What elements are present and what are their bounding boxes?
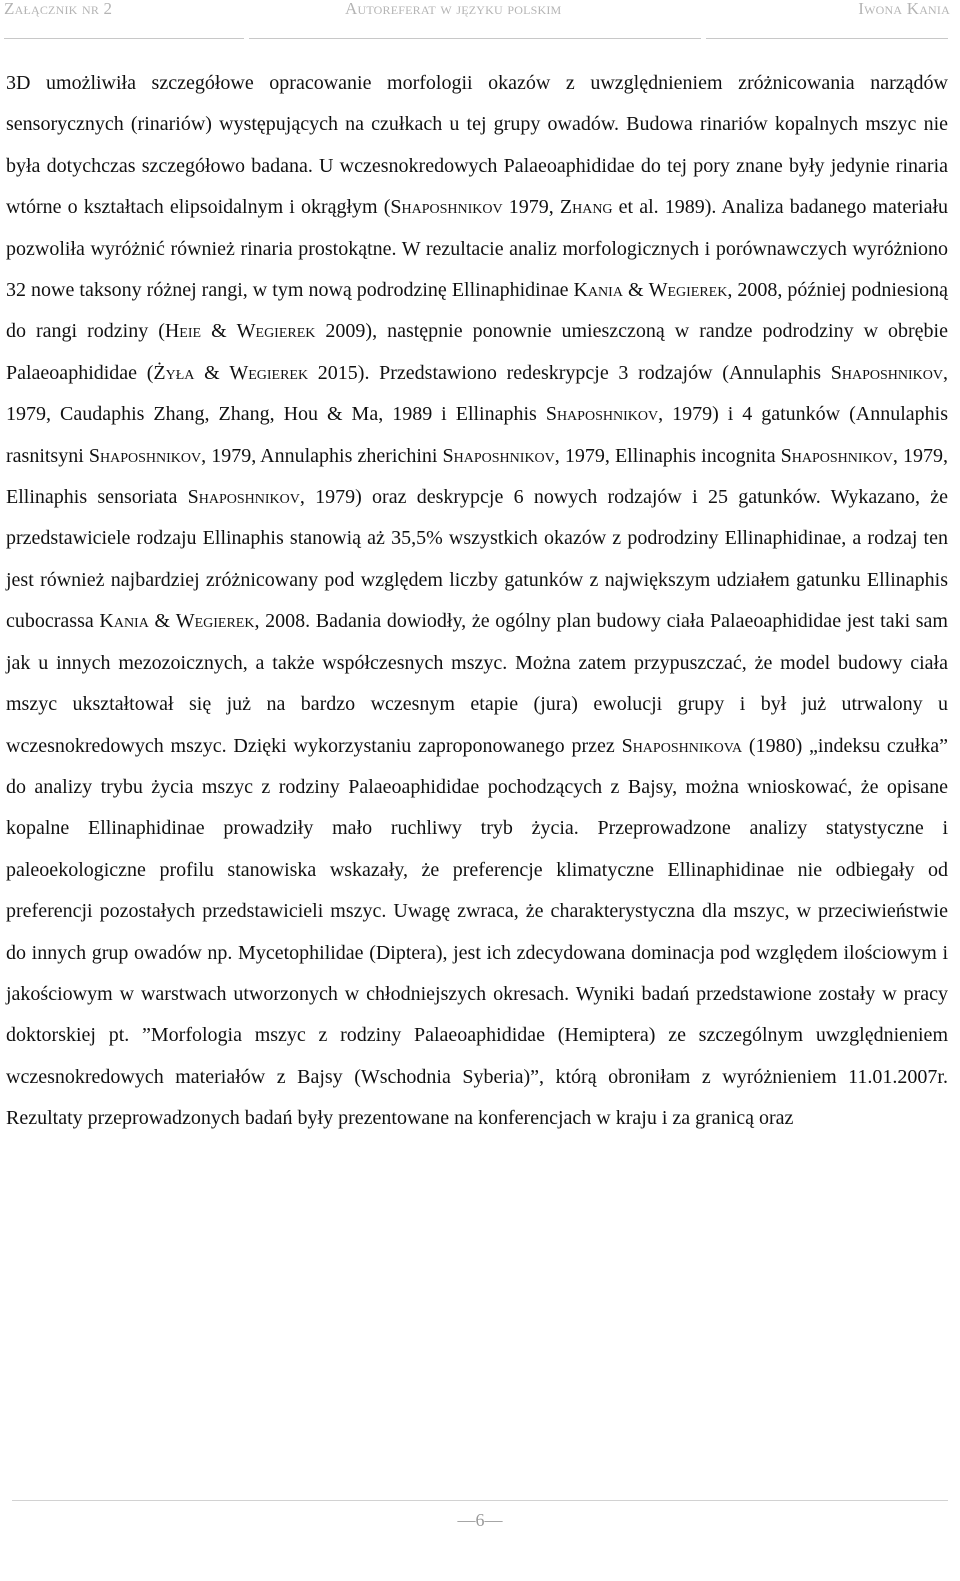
body-paragraph: [6, 63, 948, 1140]
author-name: Shaposhnikov: [545, 403, 659, 426]
author-name: Shaposhnikov: [442, 444, 555, 467]
author-name: Zhang: [559, 196, 613, 219]
body-text-segment: , 1979, Ellinaphis sensoriata: [6, 444, 948, 509]
author-name: Kania: [573, 279, 623, 302]
author-name: Wegierek: [175, 610, 255, 633]
author-name: Kania: [99, 610, 149, 633]
author-name: Shaposhnikov: [780, 444, 893, 467]
footer-rule: [12, 1500, 948, 1501]
body-text-segment: &: [201, 320, 237, 343]
body-text-segment: , 1979) i 4 gatunków (Annulaphis rasnitsyni: [6, 403, 948, 467]
body-text-segment: , 1979, Caudaphis Zhang, Zhang, Hou & Ma, 1989 i Ellinaphis: [6, 361, 949, 426]
header-attachment-label: Załącznik nr 2: [4, 0, 113, 18]
body-text-segment: (1980) „indeksu czułka” do analizy trybu życia mszyc z rodziny Palaeoaphididae pochodzących z Bajsy, można wnioskować, że opisane kopalne Ellinaphidinae prowadziły mało ruchliwy tryb życia. Przeprowadzone analizy statystyczne i paleoekologiczne profilu stanowiska wskazały, że preferencje klimatyczne Ellinaphidinae nie odbiegały od preferencji pozostałych przedstawicieli mszyc. Uwagę zwraca, że charakterystyczna dla mszyc, w przeciwieństwie do innych grup owadów np. Mycetophilidae (Diptera), jest ich zdecydowana dominacja pod względem ilościowym i jakościowym w warstwach utworzonych w chłodniejszych okresach. Wyniki badań przedstawione zostały w pracy doktorskiej pt. ”Morfologia mszyc z rodziny Palaeoaphididae (Hemiptera) ze szczególnym uwzględnieniem wczesnokredowych materiałów z Bajsy (Wschodnia Syberia)”, którą obroniłam z wyróżnieniem 11.01.2007r. Rezultaty przeprowadzonych badań były prezentowane na konferencjach w kraju i za granicą oraz: [6, 734, 948, 1130]
author-name: Wegierek: [229, 361, 309, 384]
body-text-segment: , 1979) oraz deskrypcje 6 nowych rodzajów i 25 gatunków. Wykazano, że przedstawiciele rodzaju Ellinaphis stanowią aż 35,5% wszystkich okazów z podrodziny Ellinaphidinae, a rodzaj ten jest również najbardziej zróżnicowany pod względem liczby gatunków z największym udziałem gatunku Ellinaphis cubocrassa: [6, 486, 949, 633]
author-name: Shaposhnikov: [830, 361, 944, 384]
author-name: Shaposhnikov: [187, 486, 300, 509]
author-name: Wegierek: [648, 279, 728, 302]
body-text-segment: 2009), następnie ponownie umieszczoną w randze podrodziny w obrębie Palaeoaphididae (: [6, 320, 948, 384]
author-name: Heie: [164, 320, 202, 343]
body-text-segment: &: [148, 610, 176, 633]
author-name: Shaposhnikov: [88, 444, 202, 467]
page-number: —6—: [457, 1510, 503, 1530]
header-rule-left: [4, 38, 244, 39]
header-rule-right: [706, 38, 948, 39]
author-name: Wegierek: [236, 320, 316, 343]
page-footer: [0, 1490, 960, 1581]
header-rule-center: [249, 38, 701, 39]
body-text-segment: , 2008, później podniesioną do rangi rodziny (: [6, 279, 948, 343]
body-text-segment: , 1979, Annulaphis zherichini: [201, 444, 443, 467]
body-text-segment: &: [622, 279, 649, 302]
body-text-segment: , 2008. Badania dowiodły, że ogólny plan budowy ciała Palaeoaphididae jest taki sam jak u innych mezozoicznych, a także współczesnych mszyc. Można zatem przypuszczać, że model budowy ciała mszyc ukształtował się już na bardzo wczesnym etapie (jura) ewolucji grupy i był już utrwalony u wczesnokredowych mszyc. Dzięki wykorzystaniu zaproponowanego przez: [6, 610, 948, 757]
author-name: Shaposhnikova: [621, 734, 743, 757]
body-text-segment: 2015). Przedstawiono redeskrypcje 3 rodzajów (Annulaphis: [308, 361, 831, 384]
body-text-segment: 1979,: [502, 196, 560, 219]
body-text-segment: , 1979, Ellinaphis incognita: [554, 444, 781, 467]
body-text-segment: 3D umożliwiła szczegółowe opracowanie morfologii okazów z uwzględnieniem zróżnicowania narządów sensorycznych (rinariów) występujących na czułkach u tej grupy owadów. Budowa rinariów kopalnych mszyc nie była dotychczas szczegółowo badana. U wczesnokredowych Palaeoaphididae do tej pory znane były jedynie rinaria wtórne o kształtach elipsoidalnym i okrągłym (: [6, 72, 948, 219]
header-author-name: Iwona Kania: [858, 0, 950, 18]
author-name: Shaposhnikov: [390, 196, 503, 219]
page-header: [0, 0, 960, 40]
author-name: Żyła: [153, 361, 195, 384]
body-text-segment: et al. 1989). Analiza badanego materiału pozwoliła wyróżnić również rinaria prostokątne. W rezultacie analiz morfologicznych i porównawczych wyróżniono 32 nowe taksony różnej rangi, w tym nową podrodzinę Ellinaphidinae: [6, 196, 949, 302]
body-text-segment: &: [194, 361, 230, 384]
header-document-title: Autoreferat w języku polskim: [345, 0, 562, 18]
